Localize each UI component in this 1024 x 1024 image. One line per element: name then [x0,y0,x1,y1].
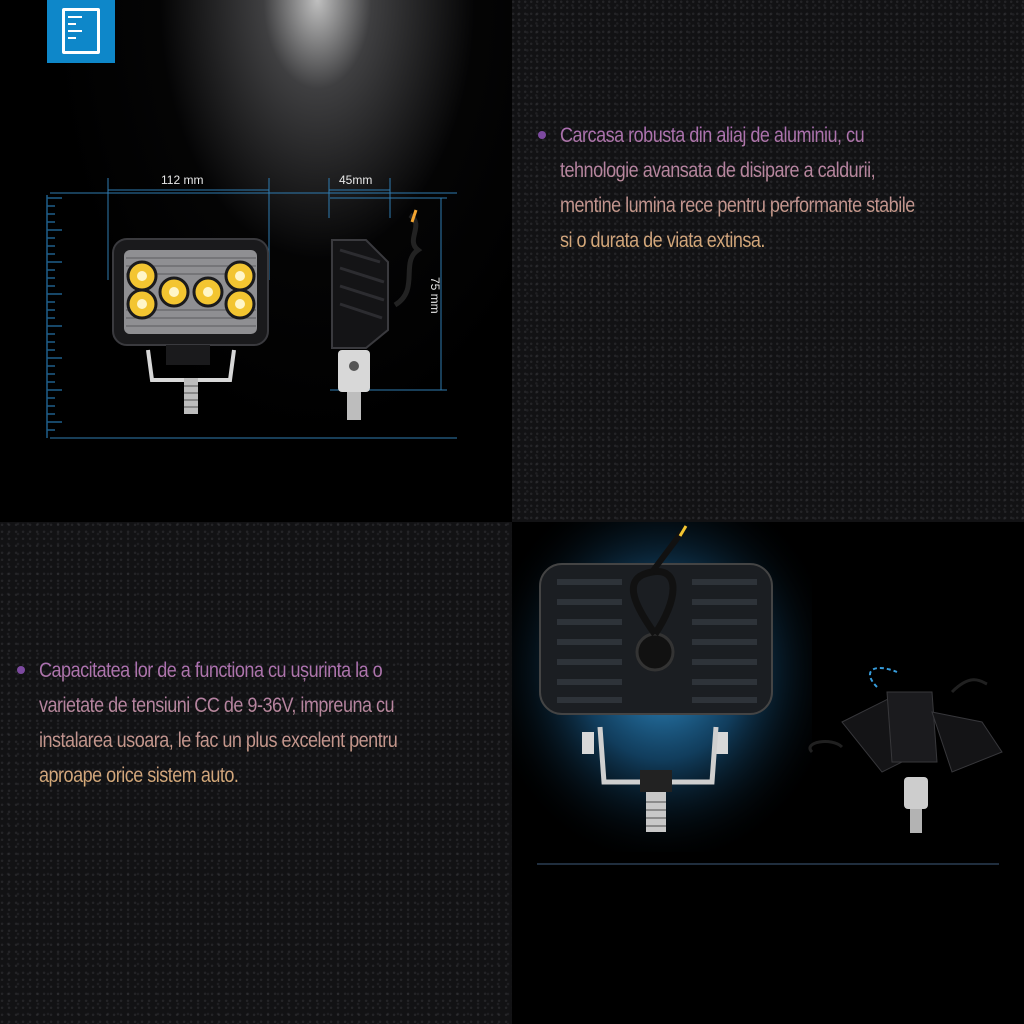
side-view-lamp [332,210,418,420]
feature-line: aproape orice sistem auto. [39,764,239,787]
height-dimension-label: 75 mm [428,277,442,314]
bullet-dot-icon [17,666,25,674]
feature-panel-housing [512,0,1024,522]
feature-line: Capacitatea lor de a functiona cu ușurinta la o [39,659,383,682]
feature-line: tehnologie avansata de disipare a caldurii, [560,159,876,182]
product-detail-panel [512,522,1024,1024]
feature-item-voltage [17,653,456,793]
feature-line: mentine lumina rece pentru performante stabile [560,194,915,217]
feature-text [39,653,397,793]
bullet-dot-icon [538,131,546,139]
feature-text [560,118,915,258]
dimensions-panel [0,0,512,522]
feature-panel-voltage [0,522,512,1024]
feature-line: instalarea usoara, le fac un plus excelent pentru [39,729,398,752]
feature-line: si o durata de viata extinsa. [560,229,765,252]
feature-line: varietate de tensiuni CC de 9-36V, impreuna cu [39,694,395,717]
feature-item-housing [538,118,972,258]
product-back-view [512,522,1024,1024]
depth-dimension-label: 45mm [339,173,373,187]
width-dimension-label: 112 mm [161,173,204,187]
dimension-drawing [0,0,512,522]
front-view-lamp [113,239,268,414]
rotating-lamps [810,668,1002,833]
vertical-ruler [47,195,62,438]
feature-line: Carcasa robusta din aliaj de aluminiu, cu [560,124,865,147]
